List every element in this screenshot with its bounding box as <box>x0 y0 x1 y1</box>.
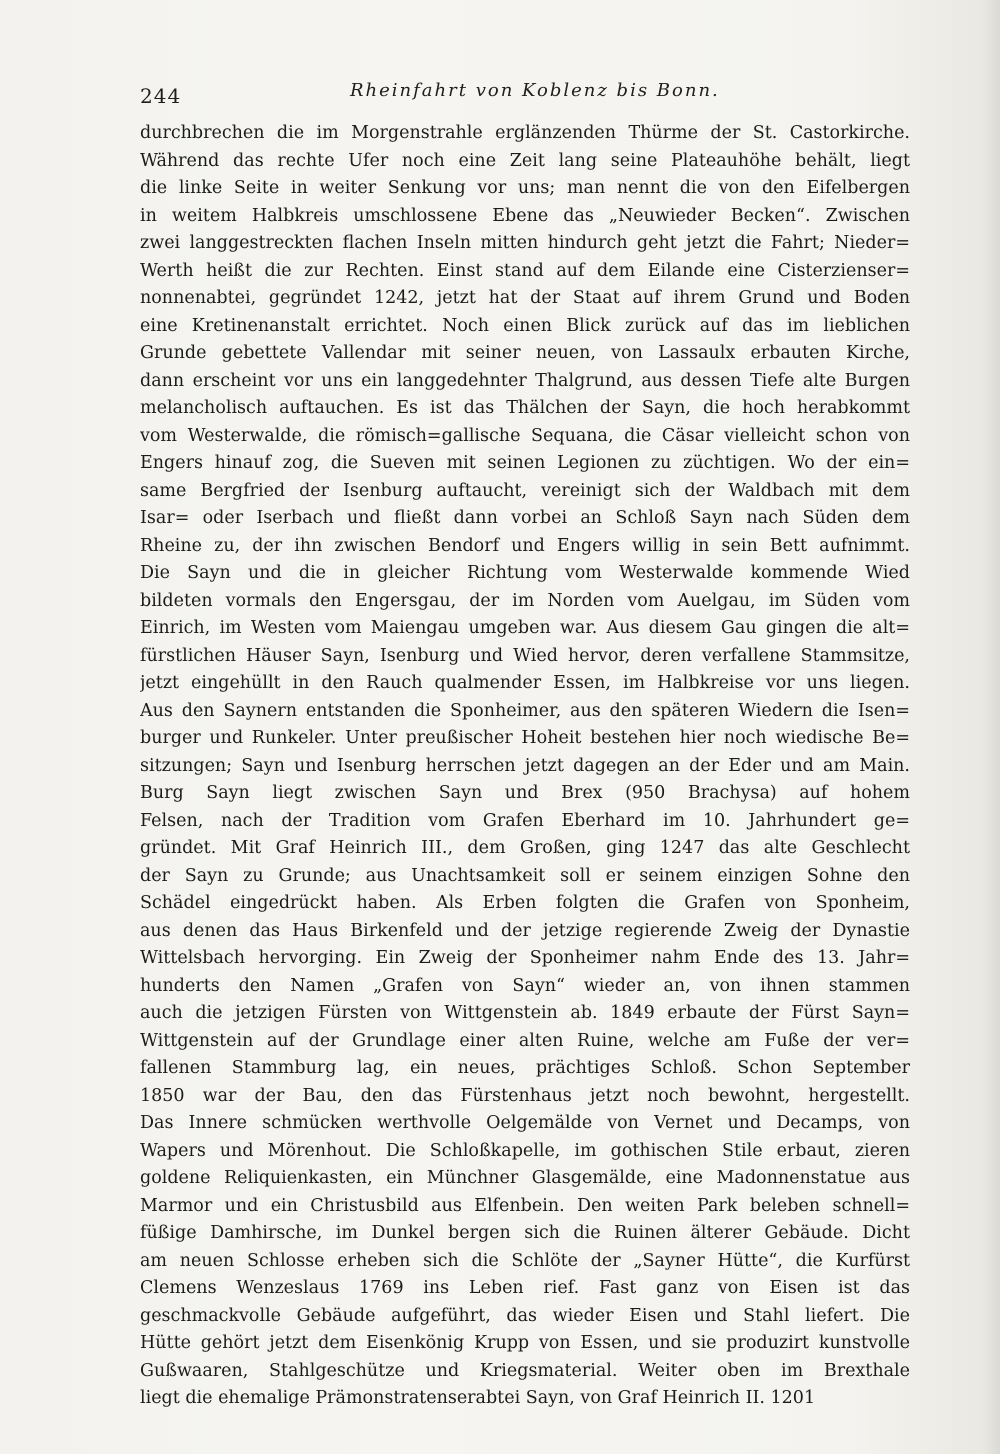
text-line: durchbrechen die im Morgenstrahle erglänzenden Thürme der St. Castorkirche. <box>140 123 910 143</box>
text-line: fallenen Stammburg lag, ein neues, prächtiges Schloß. Schon September <box>140 1058 910 1078</box>
running-title: Rheinfahrt von Koblenz bis Bonn. <box>350 80 720 101</box>
text-line: auch die jetzigen Fürsten von Wittgenstein ab. 1849 erbaute der Fürst Sayn= <box>140 1003 910 1023</box>
text-line: füßige Damhirsche, im Dunkel bergen sich die Ruinen älterer Gebäude. Dicht <box>140 1223 910 1243</box>
text-line: Felsen, nach der Tradition vom Grafen Eberhard im 10. Jahrhundert ge= <box>140 810 910 831</box>
text-line: burger und Runkeler. Unter preußischer Hoheit bestehen hier noch wiedische Be= <box>140 728 910 748</box>
text-line: 1850 war der Bau, den das Fürstenhaus jetzt noch bewohnt, hergestellt. <box>140 1085 910 1106</box>
text-line: der Sayn zu Grunde; aus Unachtsamkeit soll er seinem einzigen Sohne den <box>140 865 910 886</box>
text-line: Schädel eingedrückt haben. Als Erben folgten die Grafen von Sponheim, <box>140 893 910 913</box>
text-line: am neuen Schlosse erheben sich die Schlöte der „Sayner Hütte“, die Kurfürst <box>140 1250 910 1271</box>
text-line: melancholisch auftauchen. Es ist das Thälchen der Sayn, die hoch herabkommt <box>140 398 910 418</box>
page-number: 244 <box>140 84 182 108</box>
text-line: vom Westerwalde, die römisch=gallische Sequana, die Cäsar vielleicht schon von <box>140 425 910 446</box>
text-line: Einrich, im Westen vom Maiengau umgeben war. Aus diesem Gau gingen die alt= <box>140 618 910 638</box>
page-header <box>140 76 910 106</box>
text-line: die linke Seite in weiter Senkung vor uns; man nennt die von den Eifelbergen <box>140 178 910 198</box>
text-line: Das Innere schmücken werthvolle Oelgemälde von Vernet und Decamps, von <box>140 1113 910 1133</box>
text-line: Werth heißt die zur Rechten. Einst stand auf dem Eilande eine Cisterzienser= <box>140 260 910 281</box>
text-line: Marmor und ein Christusbild aus Elfenbein. Den weiten Park beleben schnell= <box>140 1195 910 1216</box>
text-line: Wapers und Mörenhout. Die Schloßkapelle, im gothischen Stile erbaut, zieren <box>140 1140 910 1161</box>
text-line: Hütte gehört jetzt dem Eisenkönig Krupp von Essen, und sie produzirt kunstvolle <box>140 1333 910 1353</box>
text-line: Wittelsbach hervorging. Ein Zweig der Sponheimer nahm Ende des 13. Jahr= <box>140 948 910 968</box>
text-line: hunderts den Namen „Grafen von Sayn“ wieder an, von ihnen stammen <box>140 975 910 996</box>
text-line: Aus den Saynern entstanden die Sponheimer, aus den späteren Wiedern die Isen= <box>140 700 910 721</box>
text-line: jetzt eingehüllt in den Rauch qualmender Essen, im Halbkreise vor uns liegen. <box>140 673 910 693</box>
text-line: Rheine zu, der ihn zwischen Bendorf und Engers willig in sein Bett aufnimmt. <box>140 535 910 556</box>
text-line: nonnenabtei, gegründet 1242, jetzt hat der Staat auf ihrem Grund und Boden <box>140 288 910 308</box>
text-line: aus denen das Haus Birkenfeld und der jetzige regierende Zweig der Dynastie <box>140 920 910 941</box>
text-line: sitzungen; Sayn und Isenburg herrschen jetzt dagegen an der Eder und am Main. <box>140 755 910 776</box>
text-line: Burg Sayn liegt zwischen Sayn und Brex (950 Brachysa) auf hohem <box>140 783 910 803</box>
text-line: Clemens Wenzeslaus 1769 ins Leben rief. Fast ganz von Eisen ist das <box>140 1278 910 1298</box>
text-line: liegt die ehemalige Prämonstratenserabtei Sayn, von Graf Heinrich II. 1201 <box>140 1388 816 1408</box>
page-gutter-shadow <box>982 0 1000 1454</box>
text-line: gründet. Mit Graf Heinrich III., dem Großen, ging 1247 das alte Geschlecht <box>140 838 910 858</box>
text-line: Während das rechte Ufer noch eine Zeit lang seine Plateauhöhe behält, liegt <box>140 150 910 171</box>
text-line: Wittgenstein auf der Grundlage einer alten Ruine, welche am Fuße der ver= <box>140 1030 910 1051</box>
text-line: same Bergfried der Isenburg auftaucht, vereinigt sich der Waldbach mit dem <box>140 480 910 501</box>
text-line: eine Kretinenanstalt errichtet. Noch einen Blick zurück auf das im lieblichen <box>140 315 910 336</box>
text-line: goldene Reliquienkasten, ein Münchner Glasgemälde, eine Madonnenstatue aus <box>140 1168 910 1188</box>
text-line: geschmackvolle Gebäude aufgeführt, das wieder Eisen und Stahl liefert. Die <box>140 1305 910 1326</box>
text-line: Engers hinauf zog, die Sueven mit seinen Legionen zu züchtigen. Wo der ein= <box>140 453 910 473</box>
text-line: Isar= oder Iserbach und fließt dann vorbei an Schloß Sayn nach Süden dem <box>140 508 910 528</box>
text-line: zwei langgestreckten flachen Inseln mitten hindurch geht jetzt die Fahrt; Nieder= <box>140 233 910 253</box>
body-text <box>140 120 910 1413</box>
text-line: Gußwaaren, Stahlgeschütze und Kriegsmaterial. Weiter oben im Brexthale <box>140 1360 910 1381</box>
text-line: Grunde gebettete Vallendar mit seiner neuen, von Lassaulx erbauten Kirche, <box>140 343 910 363</box>
text-line: Die Sayn und die in gleicher Richtung vom Westerwalde kommende Wied <box>140 563 910 583</box>
text-line: dann erscheint vor uns ein langgedehnter Thalgrund, aus dessen Tiefe alte Burgen <box>140 370 910 391</box>
text-line: in weitem Halbkreis umschlossene Ebene das „Neuwieder Becken“. Zwischen <box>140 205 910 226</box>
text-line: fürstlichen Häuser Sayn, Isenburg und Wied hervor, deren verfallene Stammsitze, <box>140 645 910 666</box>
text-line: bildeten vormals den Engersgau, der im Norden vom Auelgau, im Süden vom <box>140 590 910 611</box>
